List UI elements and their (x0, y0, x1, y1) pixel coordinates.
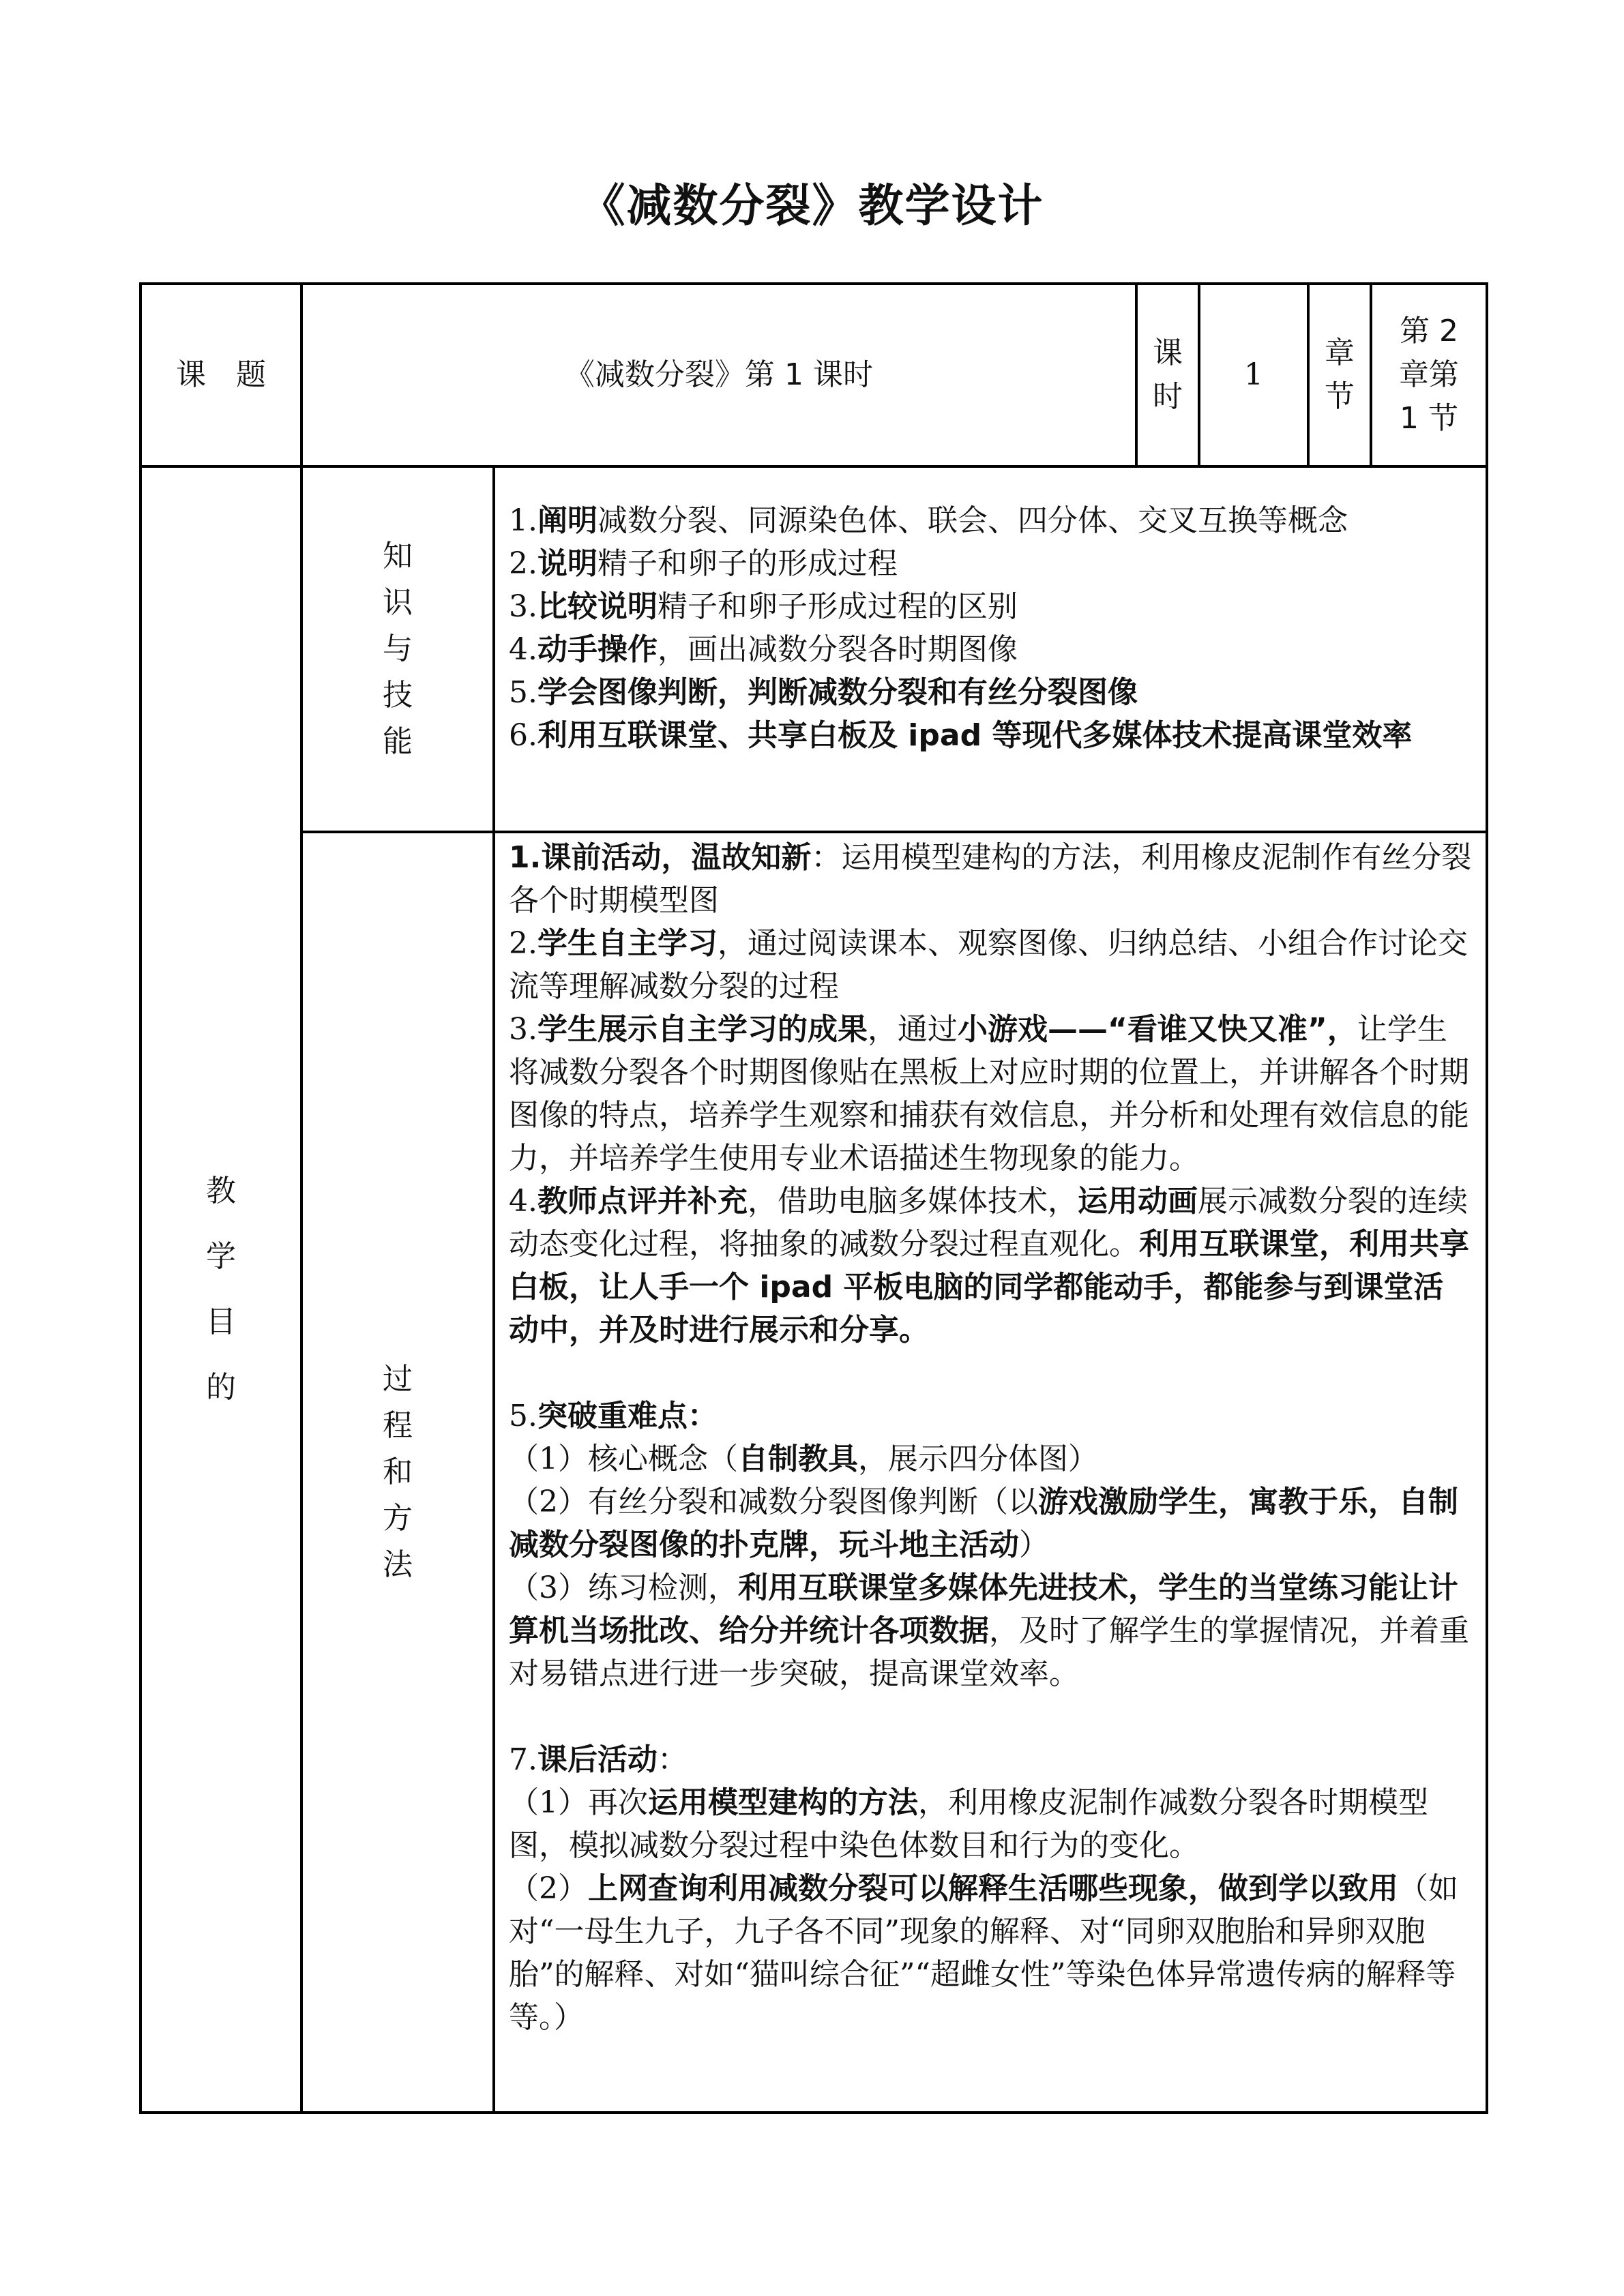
item-bold: 比较说明 (537, 589, 658, 624)
item-bold: 学生自主学习 (537, 926, 718, 961)
process-item-5b (509, 1480, 1472, 1566)
section-value-2: 章第 (1399, 357, 1459, 392)
item-num: 3. (509, 589, 537, 624)
item-bold: 教师点评并补充 (537, 1184, 748, 1219)
item-text: ，通过阅读课本、观察图像、归纳总结、小组合作讨论交流等理解减数分裂的过程 (509, 926, 1468, 1004)
item-text: ，及时了解学生的掌握情况，并着重对易错点进行进一步突破，提高课堂效率。 (509, 1613, 1469, 1691)
spacer (509, 1352, 1472, 1395)
item-bold: 利用互联课堂，利用共享白板，让人手一个 ipad 平板电脑的同学都能动手，都能参与到课堂活动中，并及时进行展示和分享。 (509, 1227, 1469, 1347)
knowledge-label-char: 与 (383, 631, 413, 666)
section-value (1371, 284, 1487, 466)
knowledge-label-char: 技 (383, 678, 413, 713)
period-label-1: 课 (1153, 336, 1183, 370)
item-bold: 学会图像判断，判断减数分裂和有丝分裂图像 (537, 675, 1138, 710)
item-text: ，利用橡皮泥制作减数分裂各时期模型图，模拟减数分裂过程中染色体数目和行为的变化。 (509, 1785, 1428, 1863)
item-text: 减数分裂、同源染色体、联会、四分体、交叉互换等概念 (597, 503, 1348, 538)
item-num: 6. (509, 718, 537, 753)
process-item-1 (509, 836, 1472, 922)
objectives-label-char: 学 (206, 1239, 236, 1274)
period-label (1136, 284, 1199, 466)
knowledge-item-5 (509, 671, 1472, 714)
item-text: ：运用模型建构的方法，利用橡皮泥制作有丝分裂各个时期模型图 (509, 840, 1472, 918)
item-bold: 运用动画 (1077, 1184, 1198, 1219)
item-text: （2） (509, 1871, 588, 1906)
process-item-5c (509, 1566, 1472, 1695)
section-label-1: 章 (1325, 336, 1355, 370)
process-label-char: 程 (383, 1408, 413, 1443)
item-text: ，通过 (867, 1012, 958, 1047)
item-bold: 小游戏——“看谁又快又准”， (957, 1012, 1357, 1047)
process-label-char: 过 (383, 1362, 413, 1397)
knowledge-label-char: 能 (383, 724, 413, 759)
process-content (494, 832, 1487, 2113)
item-bold: 运用模型建构的方法 (648, 1785, 918, 1820)
section-value-1: 第 2 (1400, 314, 1458, 348)
topic-label: 课 题 (141, 284, 301, 466)
knowledge-item-3 (509, 585, 1472, 628)
knowledge-label-char: 知 (383, 539, 413, 573)
process-item-4 (509, 1180, 1472, 1352)
item-text: 展示减数分裂的连续动态变化过程，将抽象的减数分裂过程直观化。 (509, 1184, 1468, 1262)
item-bold: 课后活动 (537, 1742, 658, 1777)
item-text: 精子和卵子形成过程的区别 (657, 589, 1018, 624)
objectives-label-char: 教 (206, 1174, 236, 1208)
process-item-3 (509, 1008, 1472, 1180)
item-text: 让学生将减数分裂各个时期图像贴在黑板上对应时期的位置上，并讲解各个时期图像的特点，培养学生观察和捕获有效信息，并分析和处理有效信息的能力，并培养学生使用专业术语描述生物现象的能力。 (509, 1012, 1469, 1176)
process-label-char: 方 (383, 1501, 413, 1536)
objectives-label (141, 466, 301, 2113)
process-item-5 (509, 1395, 1472, 1437)
period-value: 1 (1199, 284, 1308, 466)
process-item-2 (509, 922, 1472, 1008)
item-text: ，借助电脑多媒体技术， (747, 1184, 1078, 1219)
section-label (1308, 284, 1371, 466)
item-bold: 自制教具 (738, 1442, 858, 1476)
item-text: （2）有丝分裂和减数分裂图像判断（以 (509, 1485, 1038, 1519)
period-label-2: 时 (1153, 379, 1183, 414)
process-label (301, 832, 494, 2113)
objectives-label-char: 的 (206, 1370, 236, 1405)
item-text: 精子和卵子的形成过程 (597, 546, 898, 581)
knowledge-content (494, 466, 1487, 832)
item-text: ，画出减数分裂各时期图像 (657, 632, 1018, 667)
spacer (509, 1695, 1472, 1738)
item-text: （如对“一母生九子，九子各不同”现象的解释、对“同卵双胞胎和异卵双胞胎”的解释、对如“猫叫综合征”“超雌女性”等染色体异常遗传病的解释等等。） (509, 1871, 1458, 2035)
topic-value: 《减数分裂》第 1 课时 (301, 284, 1136, 466)
process-item-7b (509, 1867, 1472, 2039)
process-item-7 (509, 1738, 1472, 1781)
item-num: 5. (509, 675, 537, 710)
item-text: （1）核心概念（ (509, 1442, 738, 1476)
item-num: 4. (509, 1184, 537, 1219)
process-label-char: 法 (383, 1547, 413, 1582)
process-row (141, 832, 1487, 2113)
item-num: 5. (509, 1399, 537, 1433)
knowledge-item-6 (509, 714, 1472, 757)
item-bold: 阐明 (537, 503, 597, 538)
item-bold: 1.课前活动，温故知新 (509, 840, 812, 875)
item-num: 4. (509, 632, 537, 667)
item-bold: 突破重难点： (537, 1399, 718, 1433)
knowledge-label-char: 识 (383, 585, 413, 620)
item-num: 3. (509, 1012, 537, 1047)
item-text: ： (657, 1742, 688, 1777)
item-bold: 游戏激励学生，寓教于乐，自制减数分裂图像的扑克牌，玩斗地主活动 (509, 1485, 1458, 1562)
section-label-2: 节 (1325, 379, 1355, 414)
knowledge-item-1 (509, 499, 1472, 542)
knowledge-item-4 (509, 628, 1472, 671)
page-title: 《减数分裂》教学设计 (580, 179, 1044, 232)
knowledge-label (301, 466, 494, 832)
item-num: 2. (509, 926, 537, 961)
knowledge-row (141, 466, 1487, 832)
item-bold: 学生展示自主学习的成果 (537, 1012, 868, 1047)
item-bold: 上网查询利用减数分裂可以解释生活哪些现象，做到学以致用 (588, 1871, 1398, 1906)
item-num: 2. (509, 546, 537, 581)
item-num: 7. (509, 1742, 537, 1777)
item-bold: 利用互联课堂多媒体先进技术，学生的当堂练习能让计算机当场批改、给分并统计各项数据 (509, 1570, 1458, 1648)
item-num: 1. (509, 503, 537, 538)
objectives-label-char: 目 (206, 1304, 236, 1339)
item-text: （1）再次 (509, 1785, 648, 1820)
section-value-3: 1 节 (1400, 401, 1458, 436)
item-bold: 动手操作 (537, 632, 658, 667)
item-bold: 利用互联课堂、共享白板及 ipad 等现代多媒体技术提高课堂效率 (537, 718, 1413, 753)
item-text: （3）练习检测， (509, 1570, 738, 1605)
process-item-7a (509, 1781, 1472, 1867)
process-label-char: 和 (383, 1455, 413, 1489)
process-item-5a (509, 1437, 1472, 1480)
item-bold: 说明 (537, 546, 597, 581)
item-text: ，展示四分体图） (858, 1442, 1098, 1476)
item-text: ） (1019, 1527, 1049, 1562)
knowledge-item-2 (509, 542, 1472, 585)
lesson-plan-table (139, 282, 1488, 2114)
header-row (141, 284, 1487, 466)
